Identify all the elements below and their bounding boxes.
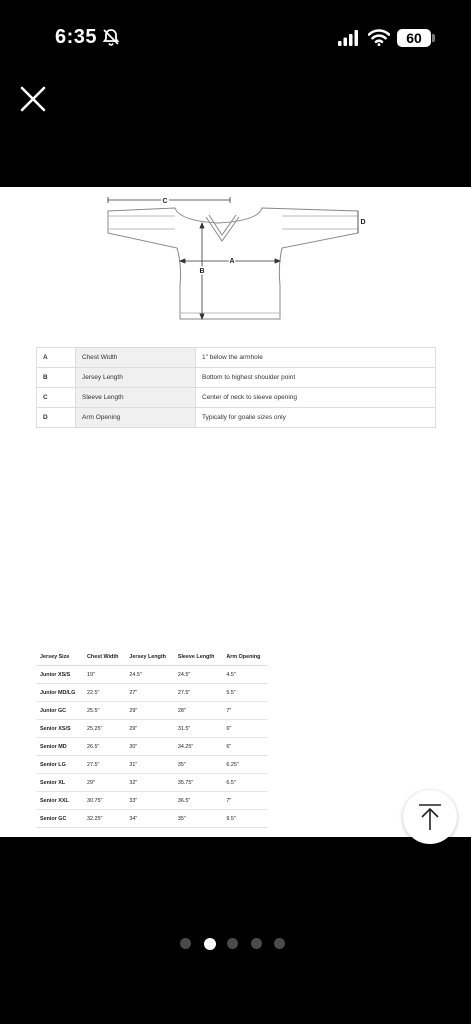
legend-name: Sleeve Length <box>76 388 196 408</box>
size-value: 9.5" <box>222 810 268 828</box>
status-time: 6:35 <box>55 26 98 48</box>
page-dot[interactable] <box>204 938 216 950</box>
size-value: 31" <box>125 756 173 774</box>
page-dot[interactable] <box>180 938 191 949</box>
size-chart-row <box>36 684 268 702</box>
label-c: C <box>162 198 168 205</box>
size-value: 32" <box>125 774 173 792</box>
legend-row <box>37 388 436 408</box>
legend-description: Typically for goalie sizes only <box>196 408 436 428</box>
size-value: 28" <box>174 702 222 720</box>
legend-code: C <box>37 388 76 408</box>
size-value: 24.5" <box>125 666 173 684</box>
size-value: 19" <box>83 666 125 684</box>
size-chart-row <box>36 702 268 720</box>
size-chart-row <box>36 810 268 828</box>
scroll-to-top-button[interactable] <box>403 790 457 844</box>
measurement-legend-table <box>36 347 436 428</box>
size-name: Senior XS/S <box>36 720 83 738</box>
size-name: Junior XS/S <box>36 666 83 684</box>
page-dot[interactable] <box>274 938 285 949</box>
size-chart-header: Jersey Size <box>36 649 83 666</box>
size-value: 7" <box>222 792 268 810</box>
size-value: 35.75" <box>174 774 222 792</box>
size-chart-header-row <box>36 649 268 666</box>
size-name: Senior XXL <box>36 792 83 810</box>
size-value: 6" <box>222 738 268 756</box>
label-d: D <box>360 219 366 226</box>
size-value: 35" <box>174 756 222 774</box>
legend-description: 1" below the armhole <box>196 348 436 368</box>
size-value: 24.5" <box>174 666 222 684</box>
size-value: 27" <box>125 684 173 702</box>
size-value: 30" <box>125 738 173 756</box>
product-image <box>0 187 471 837</box>
label-a: A <box>229 258 235 265</box>
size-value: 32.25" <box>83 810 125 828</box>
legend-code: B <box>37 368 76 388</box>
jersey-diagram <box>100 193 370 328</box>
size-value: 29" <box>125 702 173 720</box>
size-value: 29" <box>83 774 125 792</box>
page-indicator <box>180 938 292 950</box>
size-value: 22.5" <box>83 684 125 702</box>
size-chart-header: Sleeve Length <box>174 649 222 666</box>
size-chart-table <box>36 649 268 828</box>
size-chart-row <box>36 792 268 810</box>
size-value: 34.25" <box>174 738 222 756</box>
size-chart-row <box>36 774 268 792</box>
legend-code: A <box>37 348 76 368</box>
battery-cap <box>432 34 435 42</box>
size-name: Junior GC <box>36 702 83 720</box>
legend-row <box>37 368 436 388</box>
legend-name: Jersey Length <box>76 368 196 388</box>
size-name: Senior LG <box>36 756 83 774</box>
size-chart-row <box>36 738 268 756</box>
page-dot[interactable] <box>251 938 262 949</box>
jersey-collar <box>209 215 236 235</box>
size-name: Senior MD <box>36 738 83 756</box>
size-value: 6" <box>222 720 268 738</box>
size-value: 6.25" <box>222 756 268 774</box>
size-chart-row <box>36 720 268 738</box>
legend-row <box>37 408 436 428</box>
size-value: 25.5" <box>83 702 125 720</box>
legend-name: Arm Opening <box>76 408 196 428</box>
size-chart-row <box>36 756 268 774</box>
legend-description: Bottom to highest shoulder point <box>196 368 436 388</box>
size-chart-row <box>36 666 268 684</box>
status-bar <box>0 0 471 80</box>
arrow-up-icon <box>418 803 442 831</box>
battery-level: 60 <box>397 29 431 47</box>
size-value: 5.5" <box>222 684 268 702</box>
size-value: 4.5" <box>222 666 268 684</box>
signal-icon <box>338 30 358 46</box>
size-value: 34" <box>125 810 173 828</box>
size-value: 7" <box>222 702 268 720</box>
size-chart-header: Arm Opening <box>222 649 268 666</box>
legend-code: D <box>37 408 76 428</box>
size-value: 35" <box>174 810 222 828</box>
size-value: 30.75" <box>83 792 125 810</box>
size-name: Senior XL <box>36 774 83 792</box>
legend-row <box>37 348 436 368</box>
size-value: 31.5" <box>174 720 222 738</box>
size-name: Junior MD/LG <box>36 684 83 702</box>
legend-name: Chest Width <box>76 348 196 368</box>
bell-slash-icon <box>102 28 120 46</box>
size-value: 27.5" <box>174 684 222 702</box>
wifi-icon <box>368 28 390 46</box>
size-value: 36.5" <box>174 792 222 810</box>
close-icon[interactable] <box>20 86 46 112</box>
size-value: 6.5" <box>222 774 268 792</box>
legend-description: Center of neck to sleeve opening <box>196 388 436 408</box>
size-chart-header: Chest Width <box>83 649 125 666</box>
label-b: B <box>199 268 205 275</box>
size-value: 33" <box>125 792 173 810</box>
size-chart-header: Jersey Length <box>125 649 173 666</box>
page-dot[interactable] <box>227 938 238 949</box>
size-value: 26.5" <box>83 738 125 756</box>
size-value: 25.25" <box>83 720 125 738</box>
size-value: 27.5" <box>83 756 125 774</box>
size-name: Senior GC <box>36 810 83 828</box>
size-value: 29" <box>125 720 173 738</box>
